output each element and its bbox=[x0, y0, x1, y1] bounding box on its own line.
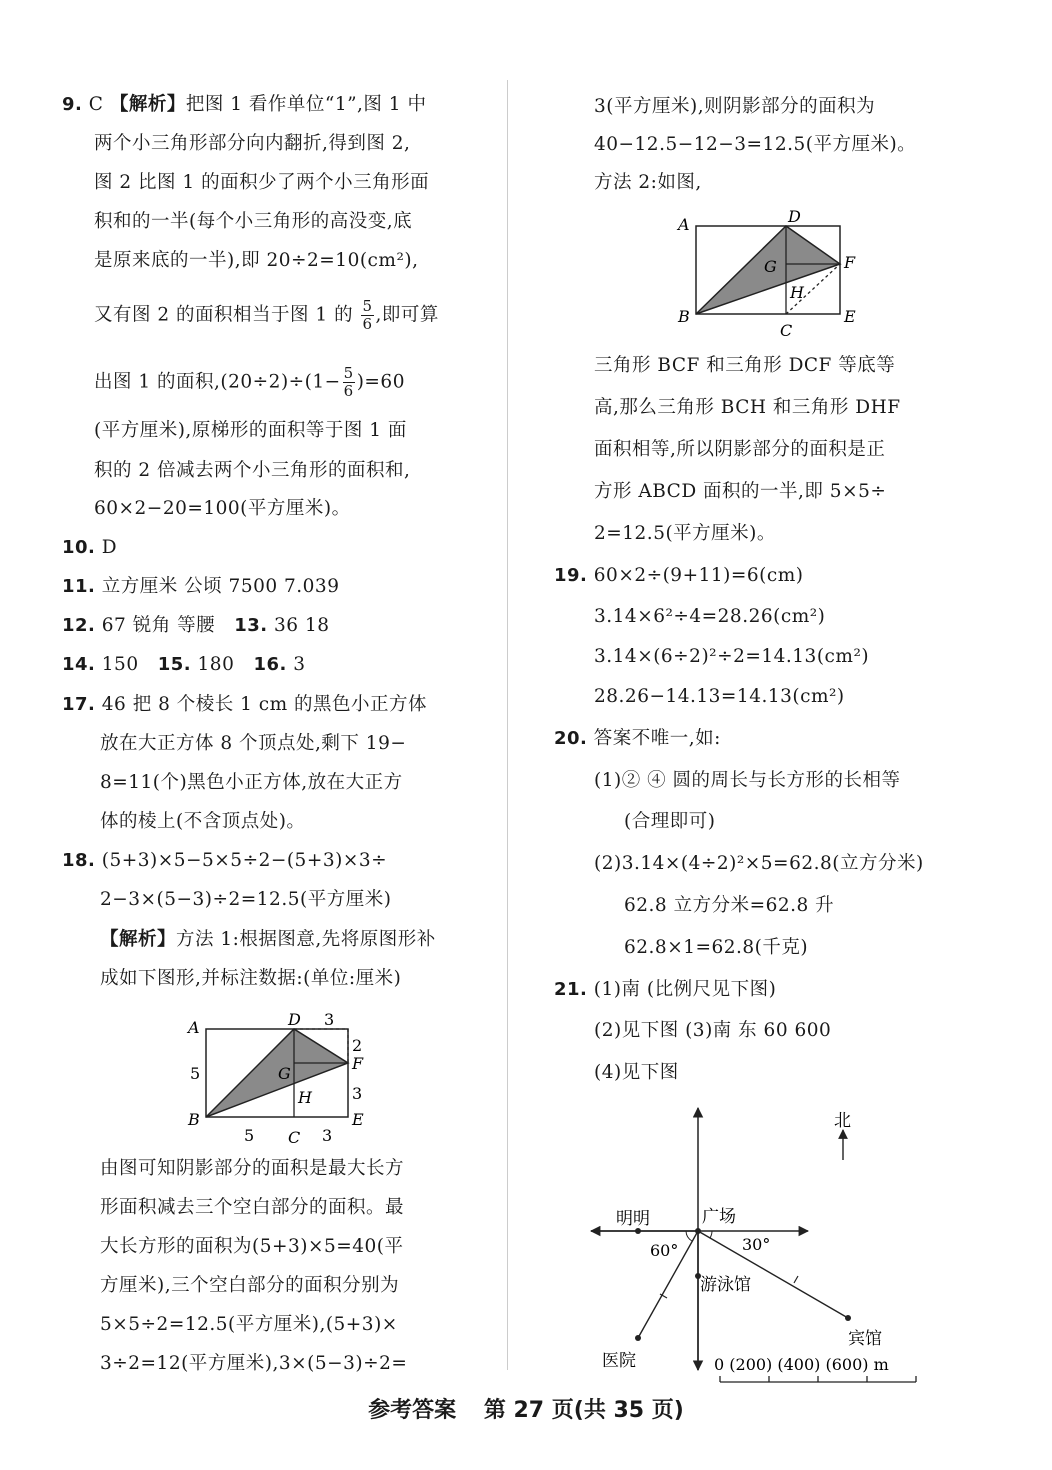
q18-r8: 2=12.5(平方厘米)。 bbox=[594, 523, 776, 544]
q19-line4: 28.26−14.13=14.13(cm²) bbox=[594, 686, 845, 707]
page-footer bbox=[0, 1393, 1052, 1424]
q9-number: 9. bbox=[62, 94, 83, 115]
figure-method2 bbox=[668, 202, 878, 340]
q21-line2: (2)见下图 (3)南 东 60 600 bbox=[594, 1020, 832, 1041]
q17-line4: 体的棱上(不含顶点处)。 bbox=[100, 811, 306, 832]
fraction: $\frac{5}{6}$ bbox=[343, 364, 354, 400]
q12-q13: 12. 67 锐角 等腰 13. 36 18 bbox=[62, 615, 330, 636]
q9-line3: 图 2 比图 1 的面积少了两个小三角形面 bbox=[94, 172, 430, 193]
q21-line3: (4)见下图 bbox=[594, 1062, 679, 1083]
q9-line10: 60×2−20=100(平方厘米)。 bbox=[94, 498, 351, 519]
q20-line4: (2)3.14×(4÷2)²×5=62.8(立方分米) bbox=[594, 853, 924, 874]
q9-line6: 又有图 2 的面积相当于图 1 的 $\frac{5}{6}$ ,即可算 bbox=[94, 297, 439, 333]
q17-line3: 8=11(个)黑色小正方体,放在大正方 bbox=[100, 772, 403, 793]
svg-text:B: B bbox=[678, 307, 690, 326]
q17-line2: 放在大正方体 8 个顶点处,剩下 19− bbox=[100, 733, 407, 754]
q18-r3: 方法 2:如图, bbox=[594, 172, 702, 193]
q21-line1: 21. (1)南 (比例尺见下图) bbox=[554, 979, 777, 1000]
svg-text:D: D bbox=[788, 207, 801, 226]
q9-line7: 出图 1 的面积,(20÷2)÷(1− $\frac{5}{6}$ )=60 bbox=[94, 364, 405, 400]
svg-text:E: E bbox=[844, 307, 856, 326]
svg-text:G: G bbox=[764, 257, 777, 276]
fraction: $\frac{5}{6}$ bbox=[362, 297, 373, 333]
q14-q16: 14. 150 15. 180 16. 3 bbox=[62, 654, 306, 675]
q18-line5: 由图可知阴影部分的面积是最大长方 bbox=[100, 1158, 405, 1179]
q18-line8: 方厘米),三个空白部分的面积分别为 bbox=[100, 1275, 400, 1296]
q18-line4: 成如下图形,并标注数据:(单位:厘米) bbox=[100, 968, 402, 989]
footer-page: 第 27 页(共 35 页) bbox=[483, 1398, 684, 1423]
svg-text:3: 3 bbox=[322, 1126, 333, 1145]
svg-text:F: F bbox=[844, 253, 856, 272]
q19-line3: 3.14×(6÷2)²÷2=14.13(cm²) bbox=[594, 646, 870, 667]
q18-line9: 5×5÷2=12.5(平方厘米),(5+3)× bbox=[100, 1314, 398, 1335]
q19-line2: 3.14×6²÷4=28.26(cm²) bbox=[594, 606, 826, 627]
direction-map bbox=[586, 1100, 976, 1390]
svg-text:0 (200) (400) (600) m: 0 (200) (400) (600) m bbox=[714, 1355, 889, 1374]
q18-r2: 40−12.5−12−3=12.5(平方厘米)。 bbox=[594, 134, 917, 155]
svg-text:明明: 明明 bbox=[616, 1209, 650, 1229]
q18-r5: 高,那么三角形 BCH 和三角形 DHF bbox=[594, 397, 901, 418]
svg-text:3: 3 bbox=[324, 1010, 335, 1029]
q20-line2: (1)② ④ 圆的周长与长方形的长相等 bbox=[594, 770, 901, 791]
svg-text:B: B bbox=[188, 1110, 200, 1129]
svg-text:5: 5 bbox=[190, 1064, 201, 1083]
q20-line1: 20. 答案不唯一,如: bbox=[554, 728, 721, 749]
q20-line6: 62.8×1=62.8(千克) bbox=[624, 937, 809, 958]
svg-text:5: 5 bbox=[244, 1126, 255, 1145]
q18-r6: 面积相等,所以阴影部分的面积是正 bbox=[594, 439, 886, 460]
q18-line10: 3÷2=12(平方厘米),3×(5−3)÷2= bbox=[100, 1353, 408, 1374]
q9-line9: 积的 2 倍减去两个小三角形的面积和, bbox=[94, 460, 411, 481]
svg-text:宾馆: 宾馆 bbox=[848, 1329, 882, 1349]
q10: 10. D bbox=[62, 537, 118, 558]
q18-line6: 形面积减去三个空白部分的面积。最 bbox=[100, 1197, 405, 1218]
q11: 11. 立方厘米 公顷 7500 7.039 bbox=[62, 576, 340, 597]
q18-r7: 方形 ABCD 面积的一半,即 5×5÷ bbox=[594, 481, 887, 502]
q17-line1: 17. 46 把 8 个棱长 1 cm 的黑色小正方体 bbox=[62, 694, 428, 715]
svg-text:广场: 广场 bbox=[702, 1207, 736, 1227]
q9-line4: 积和的一半(每个小三角形的高没变,底 bbox=[94, 211, 413, 232]
svg-text:F: F bbox=[352, 1054, 364, 1073]
svg-text:游泳馆: 游泳馆 bbox=[700, 1275, 751, 1295]
svg-text:30°: 30° bbox=[742, 1235, 771, 1254]
svg-text:3: 3 bbox=[352, 1084, 363, 1103]
svg-text:医院: 医院 bbox=[602, 1351, 636, 1371]
q20-line3: (合理即可) bbox=[624, 811, 716, 832]
analysis-tag: 【解析】 bbox=[109, 94, 186, 115]
figure-method1 bbox=[172, 1005, 442, 1147]
svg-text:D: D bbox=[288, 1010, 301, 1029]
q18-line1: 18. (5+3)×5−5×5÷2−(5+3)×3÷ bbox=[62, 850, 388, 871]
q20-line5: 62.8 立方分米=62.8 升 bbox=[624, 895, 835, 916]
q18-r4: 三角形 BCF 和三角形 DCF 等底等 bbox=[594, 355, 896, 376]
svg-text:A: A bbox=[678, 215, 690, 234]
q18-line2: 2−3×(5−3)÷2=12.5(平方厘米) bbox=[100, 889, 392, 910]
q18-line7: 大长方形的面积为(5+3)×5=40(平 bbox=[100, 1236, 404, 1257]
q18-r1: 3(平方厘米),则阴影部分的面积为 bbox=[594, 96, 876, 117]
svg-text:E: E bbox=[352, 1110, 364, 1129]
q9-line1: 9. C 【解析】把图 1 看作单位“1”,图 1 中 bbox=[62, 94, 427, 115]
svg-text:G: G bbox=[278, 1064, 291, 1083]
q18-line3: 【解析】方法 1:根据图意,先将原图形补 bbox=[100, 929, 436, 950]
q9-line8: (平方厘米),原梯形的面积等于图 1 面 bbox=[94, 420, 407, 441]
q9-line5: 是原来底的一半),即 20÷2=10(cm²), bbox=[94, 250, 419, 271]
q19-line1: 19. 60×2÷(9+11)=6(cm) bbox=[554, 565, 804, 586]
svg-text:北: 北 bbox=[834, 1111, 851, 1131]
svg-text:60°: 60° bbox=[650, 1241, 679, 1260]
svg-text:H: H bbox=[790, 283, 804, 302]
svg-text:2: 2 bbox=[352, 1036, 363, 1055]
column-divider bbox=[507, 80, 508, 1370]
svg-text:C: C bbox=[288, 1128, 301, 1147]
footer-label: 参考答案 bbox=[368, 1398, 457, 1423]
svg-text:H: H bbox=[298, 1088, 312, 1107]
svg-text:C: C bbox=[780, 321, 793, 340]
q9-line2: 两个小三角形部分向内翻折,得到图 2, bbox=[94, 133, 411, 154]
svg-text:A: A bbox=[188, 1018, 200, 1037]
